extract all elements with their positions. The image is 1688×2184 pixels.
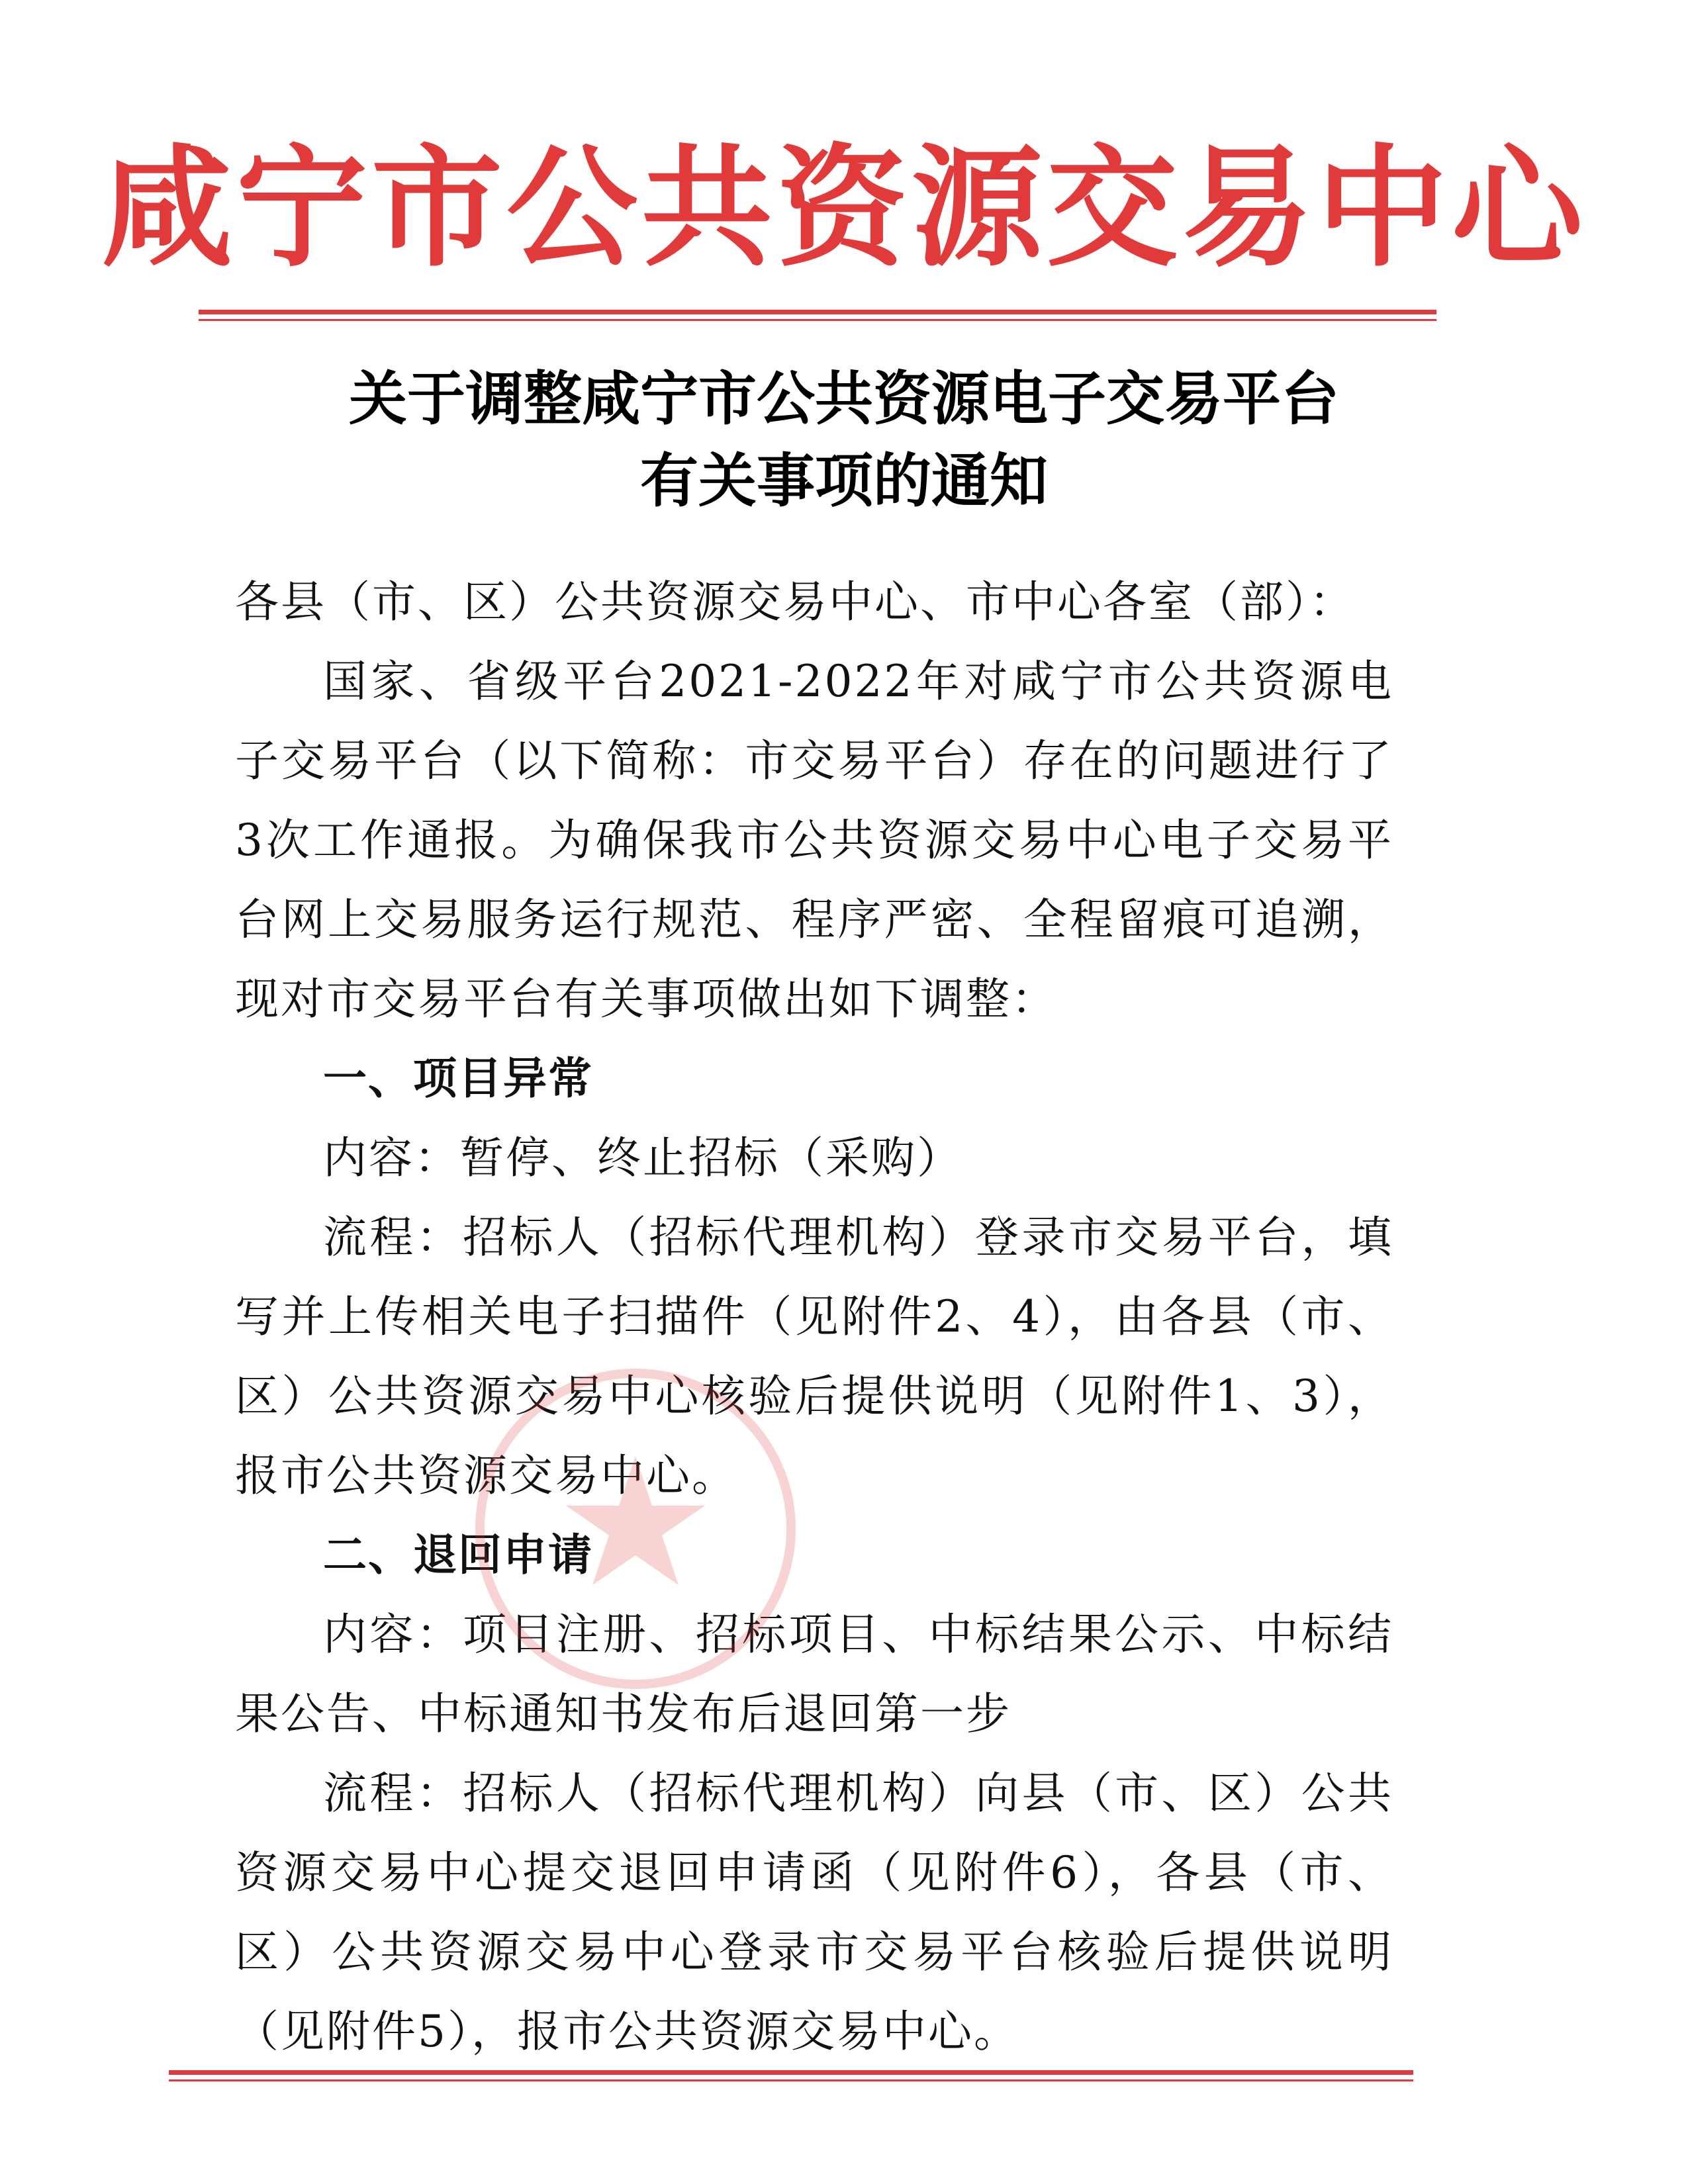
section-2-process: 流程：招标人（招标代理机构）向县（市、区）公共资源交易中心提交退回申请函（见附件6），各县（市、区）公共资源交易中心登录市交易平台核验后提供说明（见附件5），报市公共资源交易中心。: [235, 1768, 1393, 2057]
section-1-content: 内容：暂停、终止招标（采购）: [323, 1132, 962, 1183]
section-1-heading: 一、项目异常: [323, 1053, 593, 1104]
notice-body: [235, 563, 1393, 2071]
footer-divider: [169, 2070, 1413, 2081]
intro-paragraph: 国家、省级平台2021-2022年对咸宁市公共资源电子交易平台（以下简称：市交易平台）存在的问题进行了3次工作通报。为确保我市公共资源交易中心电子交易平台网上交易服务运行规范、程序严密、全程留痕可追溯，现对市交易平台有关事项做出如下调整：: [235, 656, 1393, 1024]
letterhead-title: 咸宁市公共资源交易中心: [101, 130, 1587, 285]
notice-title-line-1: 关于调整咸宁市公共资源电子交易平台: [348, 364, 1339, 433]
section-1-process: 流程：招标人（招标代理机构）登录市交易平台，填写并上传相关电子扫描件（见附件2、4），由各县（市、区）公共资源交易中心核验后提供说明（见附件1、3），报市公共资源交易中心。: [235, 1212, 1393, 1501]
notice-title-line-2: 有关事项的通知: [639, 446, 1048, 515]
section-2-heading: 二、退回申请: [323, 1529, 593, 1580]
salutation: 各县（市、区）公共资源交易中心、市中心各室（部）：: [235, 576, 1355, 627]
notice-title: [0, 357, 1688, 522]
section-2-content: 内容：项目注册、招标项目、中标结果公示、中标结果公告、中标通知书发布后退回第一步: [235, 1609, 1393, 1739]
letterhead-divider: [199, 310, 1436, 321]
